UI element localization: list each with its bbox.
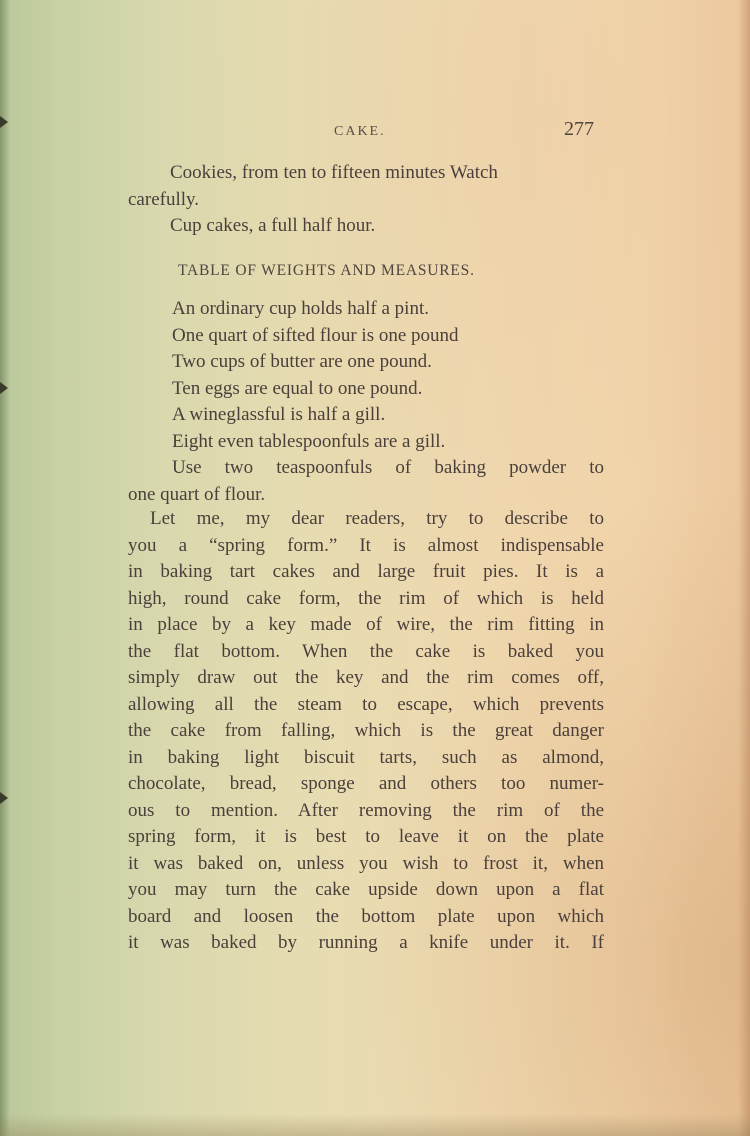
section-heading: TABLE OF WEIGHTS AND MEASURES.	[178, 262, 475, 279]
measures-list	[128, 296, 604, 508]
text-line: Cookies, from ten to fifteen minutes Watch	[170, 162, 498, 183]
baking-times-block	[128, 160, 604, 240]
text-line: spring form, it is best to leave it on the plate	[128, 826, 604, 847]
page-edge-shadow-left	[0, 0, 10, 1136]
measure-item: Use two teaspoonfuls of baking powder to	[172, 457, 604, 478]
measure-item: An ordinary cup holds half a pint.	[172, 298, 429, 319]
text-line: high, round cake form, the rim of which is held	[128, 587, 604, 609]
text-line: you may turn the cake upside down upon a flat	[128, 879, 604, 900]
page-number: 277	[564, 118, 594, 140]
text-line: ous to mention. After removing the rim of the	[128, 799, 604, 821]
measure-item: Eight even tablespoonfuls are a gill.	[172, 430, 446, 452]
text-line: allowing all the steam to escape, which prevents	[128, 693, 604, 715]
spring-form-paragraph	[128, 506, 604, 957]
margin-mark-icon	[0, 382, 8, 394]
page-header	[0, 118, 750, 148]
text-line: it was baked by running a knife under it. If	[128, 932, 604, 953]
text-line: Cup cakes, a full half hour.	[170, 215, 376, 236]
text-line: the flat bottom. When the cake is baked you	[128, 640, 604, 662]
text-line: the cake from falling, which is the great danger	[128, 720, 604, 741]
text-line: board and loosen the bottom plate upon which	[128, 905, 604, 927]
measure-item: one quart of flour.	[128, 483, 266, 505]
text-line: you a “spring form.” It is almost indispensable	[128, 534, 604, 556]
running-head: CAKE.	[334, 124, 386, 139]
text-line: in place by a key made of wire, the rim fitting in	[128, 614, 604, 635]
measure-item: A wineglassful is half a gill.	[172, 404, 386, 425]
text-line: in baking tart cakes and large fruit pies. It is a	[128, 561, 604, 582]
text-line: carefully.	[128, 188, 200, 210]
page-edge-shadow-bottom	[0, 1114, 750, 1136]
measure-item: One quart of sifted flour is one pound	[172, 324, 459, 346]
margin-mark-icon	[0, 792, 8, 804]
text-line: simply draw out the key and the rim comes off,	[128, 667, 604, 688]
measure-item: Ten eggs are equal to one pound.	[172, 377, 423, 399]
text-line: Let me, my dear readers, try to describe to	[150, 508, 604, 529]
page-edge-shadow-right	[738, 0, 750, 1136]
text-line: it was baked on, unless you wish to frost it, when	[128, 852, 604, 874]
text-line: chocolate, bread, sponge and others too numer-	[128, 773, 604, 794]
measure-item: Two cups of butter are one pound.	[172, 351, 432, 372]
text-line: in baking light biscuit tarts, such as almond,	[128, 746, 604, 768]
